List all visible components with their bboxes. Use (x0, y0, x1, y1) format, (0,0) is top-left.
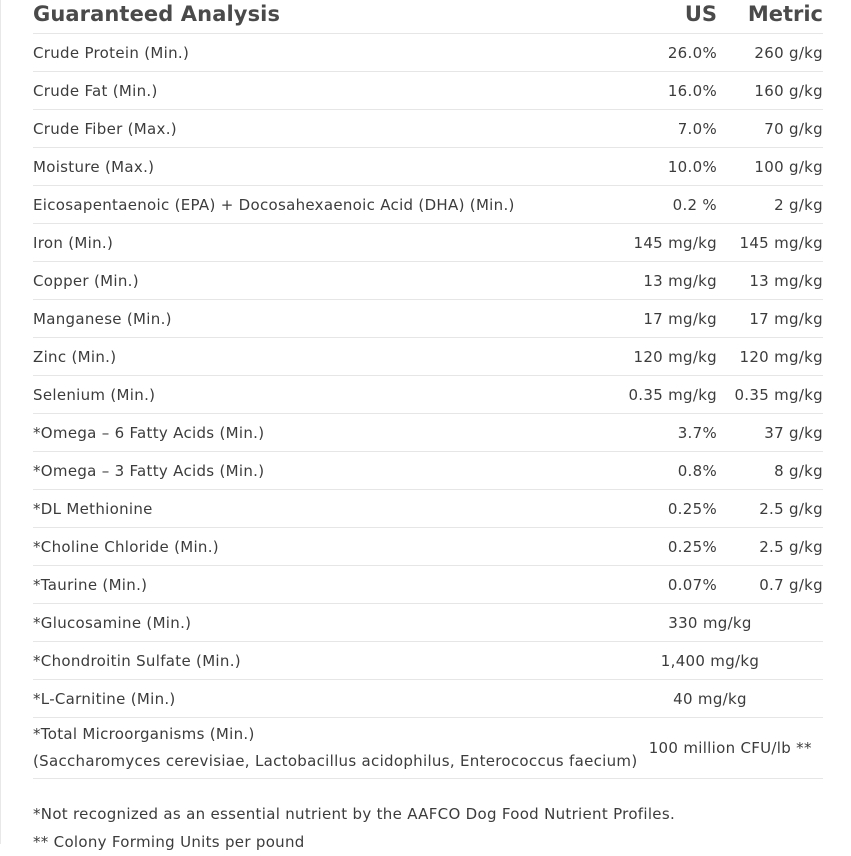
nutrient-value-us: 0.07% (667, 575, 717, 594)
table-header (33, 0, 823, 34)
nutrient-name: *Taurine (Min.) (33, 575, 148, 594)
footnote-aafco: *Not recognized as an essential nutrient by the AAFCO Dog Food Nutrient Profiles. (33, 805, 676, 823)
nutrient-value-metric: 13 mg/kg (749, 271, 823, 290)
table-row (33, 338, 823, 376)
nutrient-value-metric: 100 g/kg (754, 157, 823, 176)
column-header-us-label: US (684, 1, 717, 26)
nutrient-value-metric: 2.5 g/kg (759, 537, 823, 556)
table-row (33, 452, 823, 490)
nutrient-name: Eicosapentaenoic (EPA) + Docosahexaenoic Acid (DHA) (Min.) (33, 195, 515, 214)
nutrient-name: *Omega – 6 Fatty Acids (Min.) (33, 423, 265, 442)
nutrient-value-us: 145 mg/kg (633, 233, 717, 252)
nutrient-name (33, 721, 637, 775)
nutrient-name: Selenium (Min.) (33, 385, 156, 404)
nutrient-value-us: 0.35 mg/kg (628, 385, 717, 404)
nutrient-value-us: 7.0% (677, 119, 717, 138)
nutrient-value-merged: 40 mg/kg (673, 689, 747, 708)
table-body (33, 34, 823, 718)
nutrient-name: Crude Fiber (Max.) (33, 119, 177, 138)
table-row (33, 186, 823, 224)
nutrient-value-us: 10.0% (667, 157, 717, 176)
nutrient-value-us: 17 mg/kg (643, 309, 717, 328)
table-row (33, 414, 823, 452)
nutrient-value-us: 0.25% (667, 499, 717, 518)
nutrient-value-us: 26.0% (667, 43, 717, 62)
table-row (33, 72, 823, 110)
table-title: Guaranteed Analysis (33, 1, 281, 26)
nutrient-name: *Glucosamine (Min.) (33, 613, 192, 632)
nutrient-name: *Omega – 3 Fatty Acids (Min.) (33, 461, 265, 480)
table-row (33, 490, 823, 528)
table-row (33, 528, 823, 566)
nutrient-name: *Choline Chloride (Min.) (33, 537, 219, 556)
nutrient-name: *DL Methionine (33, 499, 153, 518)
nutrient-value-us: 13 mg/kg (643, 271, 717, 290)
table-row (33, 300, 823, 338)
nutrient-value-us: 0.8% (677, 461, 717, 480)
nutrient-value-merged: 100 million CFU/lb ** (648, 739, 812, 757)
nutrient-name: Manganese (Min.) (33, 309, 172, 328)
nutrient-name: *L-Carnitine (Min.) (33, 689, 176, 708)
table-row (33, 566, 823, 604)
table-row (33, 642, 823, 680)
nutrient-value-metric: 17 mg/kg (749, 309, 823, 328)
table-row-microorganisms (33, 718, 823, 779)
nutrient-value-us: 0.2 % (672, 195, 717, 214)
table-row (33, 34, 823, 72)
nutrient-name-line1: *Total Microorganisms (Min.) (33, 725, 255, 743)
nutrient-value-us: 120 mg/kg (633, 347, 717, 366)
nutrient-value-metric: 37 g/kg (764, 423, 823, 442)
nutrient-name: Crude Fat (Min.) (33, 81, 158, 100)
table-row (33, 376, 823, 414)
nutrient-value-us: 0.25% (667, 537, 717, 556)
nutrient-value-metric: 120 mg/kg (739, 347, 823, 366)
column-header-us (607, 2, 717, 26)
footnote-cfu: ** Colony Forming Units per pound (33, 833, 305, 851)
nutrient-value-metric: 0.7 g/kg (759, 575, 823, 594)
nutrient-value-metric: 160 g/kg (754, 81, 823, 100)
nutrient-value-merged: 1,400 mg/kg (660, 651, 760, 670)
table-row (33, 604, 823, 642)
table-row (33, 224, 823, 262)
footnotes (33, 800, 823, 856)
column-header-metric: Metric (747, 1, 823, 26)
table-row (33, 680, 823, 718)
nutrient-value-metric: 2 g/kg (774, 195, 823, 214)
nutrient-value-metric: 70 g/kg (764, 119, 823, 138)
nutrient-name: Crude Protein (Min.) (33, 43, 190, 62)
table-row (33, 148, 823, 186)
nutrient-name-line2: (Saccharomyces cerevisiae, Lactobacillus acidophilus, Enterococcus faecium) (33, 752, 638, 770)
table-row (33, 262, 823, 300)
nutrient-value-metric: 260 g/kg (754, 43, 823, 62)
nutrient-name: Copper (Min.) (33, 271, 139, 290)
nutrient-value-merged: 330 mg/kg (668, 613, 752, 632)
nutrient-value-us: 3.7% (677, 423, 717, 442)
nutrient-value-us: 16.0% (667, 81, 717, 100)
guaranteed-analysis-table (33, 0, 823, 856)
nutrient-value-metric: 8 g/kg (774, 461, 823, 480)
nutrient-value-metric: 145 mg/kg (739, 233, 823, 252)
nutrient-name: Zinc (Min.) (33, 347, 117, 366)
table-row (33, 110, 823, 148)
nutrient-name: Moisture (Max.) (33, 157, 155, 176)
nutrient-name: *Chondroitin Sulfate (Min.) (33, 651, 241, 670)
nutrient-value-metric: 0.35 mg/kg (734, 385, 823, 404)
left-border (0, 0, 1, 844)
nutrient-name: Iron (Min.) (33, 233, 114, 252)
nutrient-value-metric: 2.5 g/kg (759, 499, 823, 518)
